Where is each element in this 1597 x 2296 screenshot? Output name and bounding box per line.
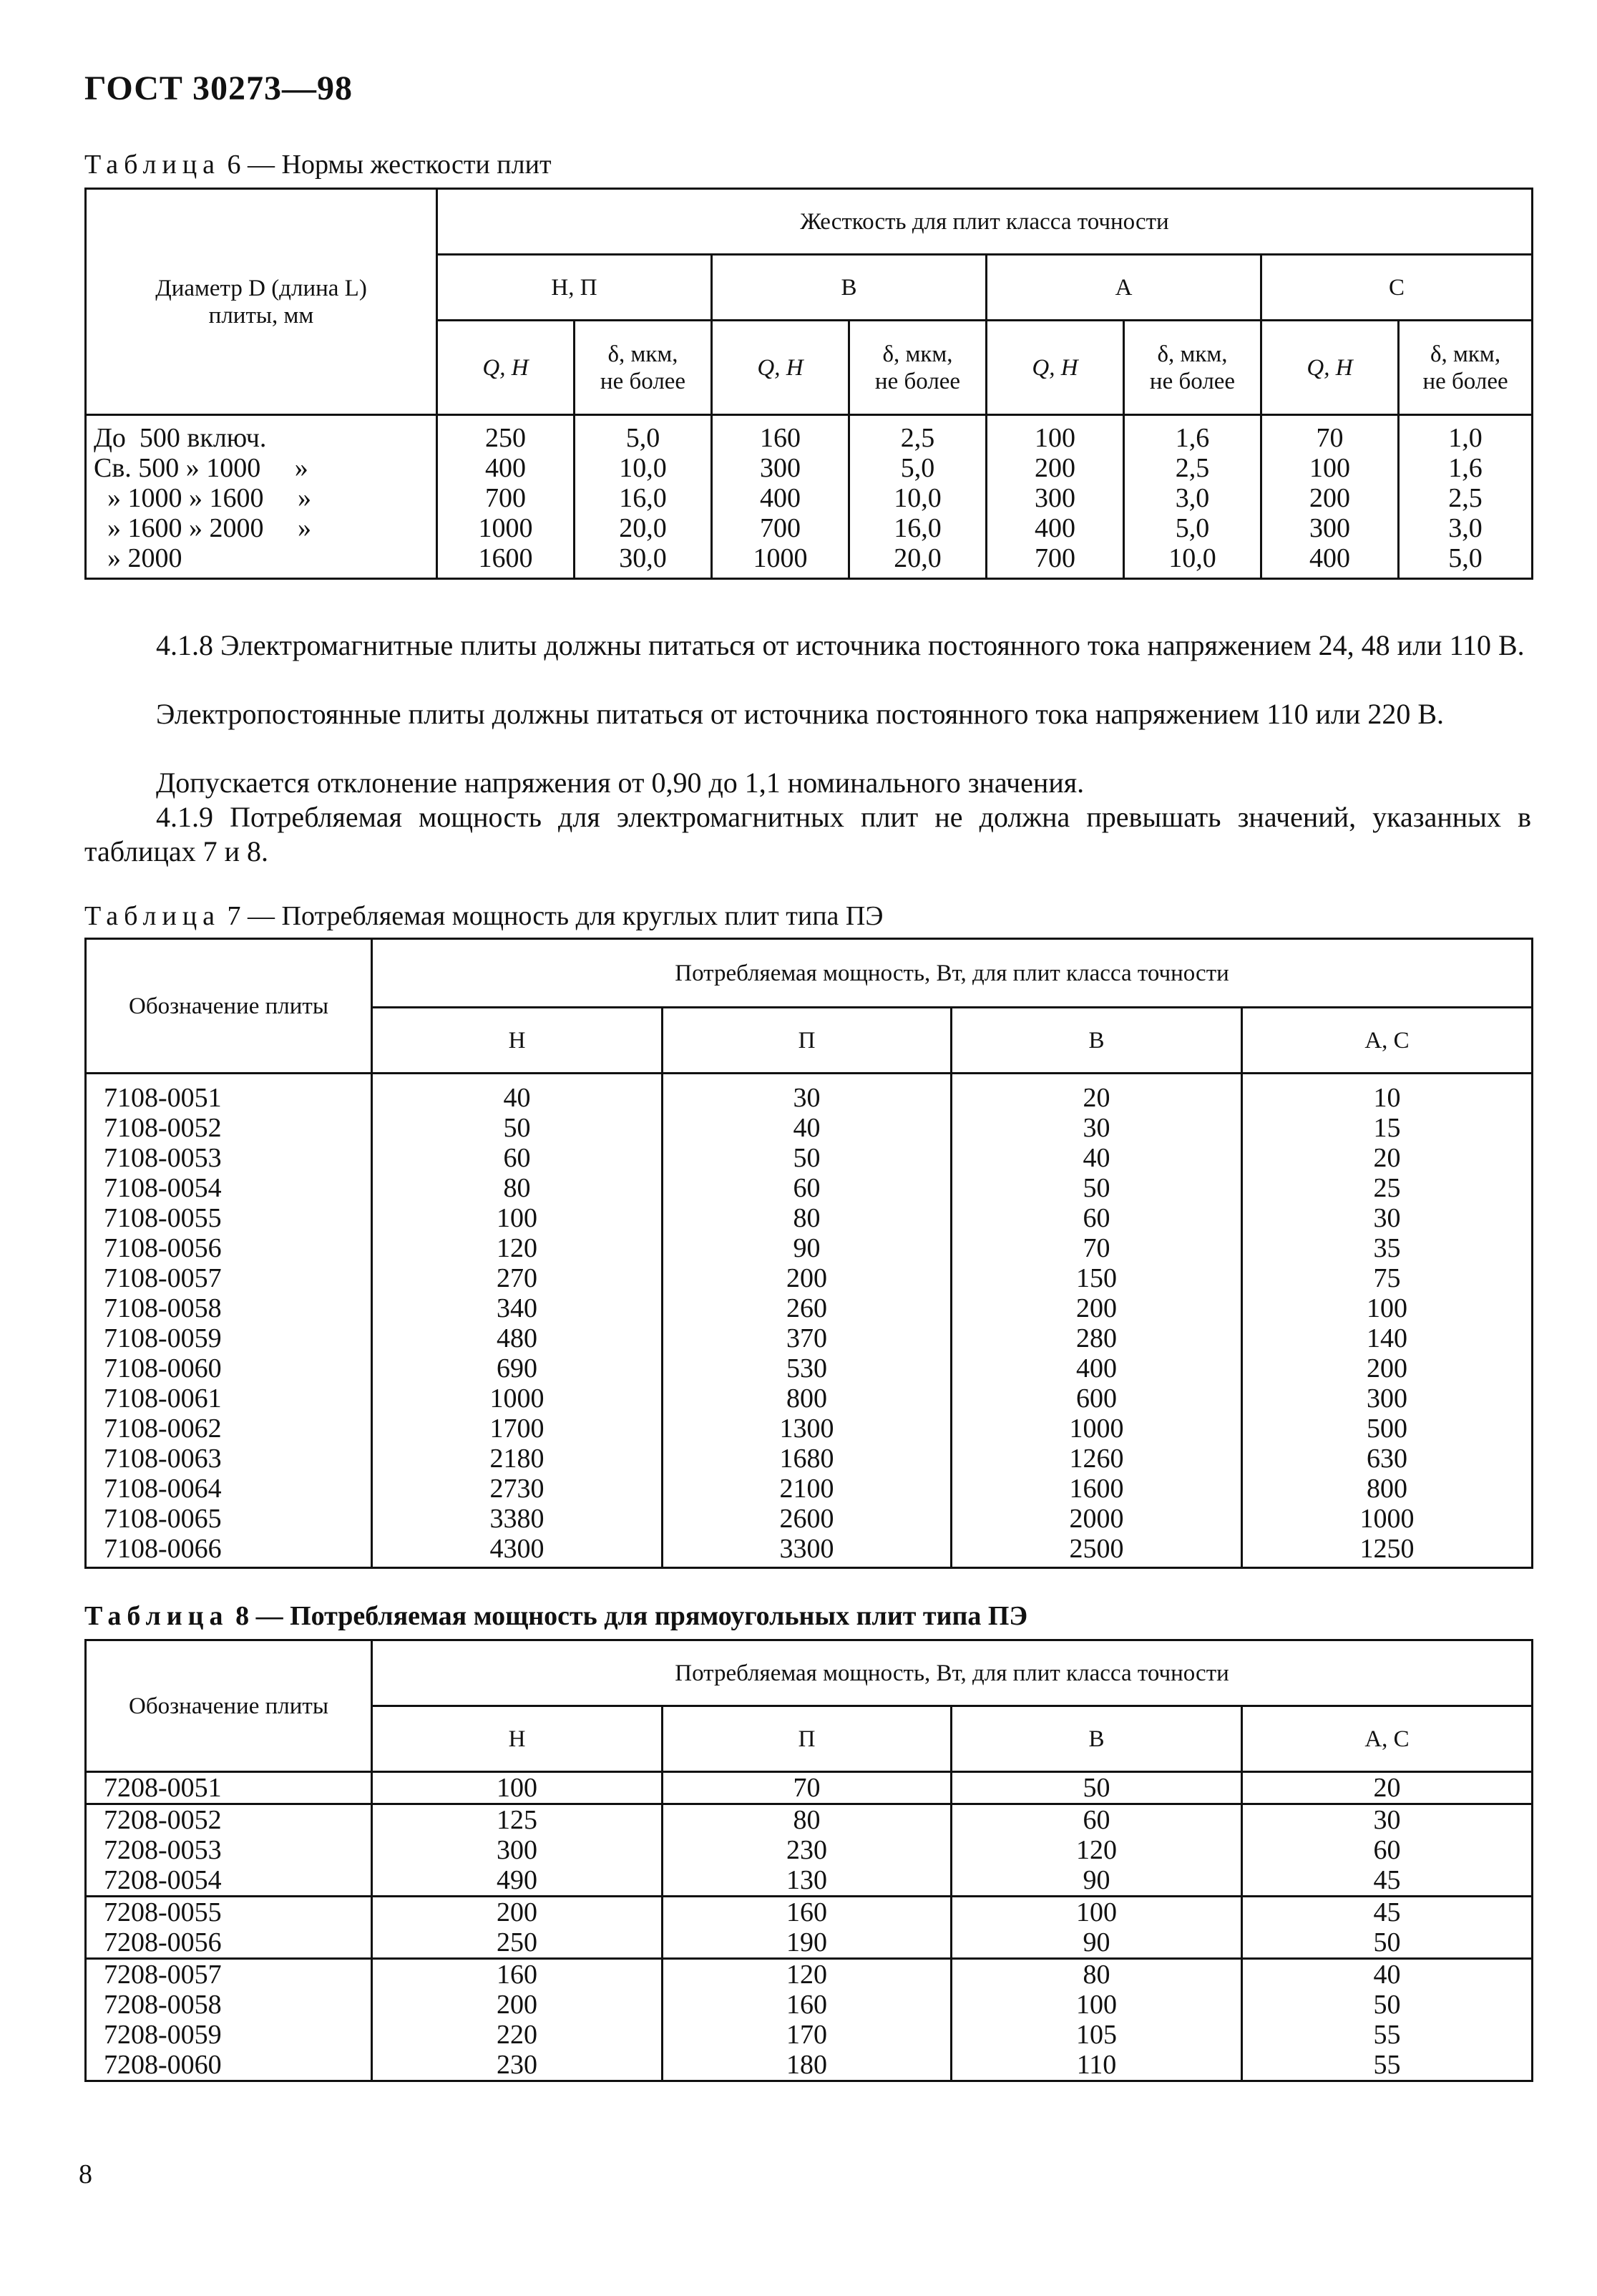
t8-power-cell: 190: [663, 1927, 952, 1959]
t7-power-cell: 1680: [663, 1444, 952, 1474]
t8-power-cell: 90: [952, 1865, 1242, 1897]
table-row: [86, 1173, 1533, 1203]
t6-q-header: Q, H: [1261, 321, 1399, 415]
t7-power-cell: 40: [372, 1074, 663, 1114]
t6-delta-cell: 3,0: [1399, 513, 1533, 543]
t6-q-cell: 300: [712, 453, 849, 483]
t7-power-cell: 20: [952, 1074, 1242, 1114]
t8-power-cell: 55: [1242, 2020, 1533, 2050]
table6-caption-text: 6 — Нормы жесткости плит: [220, 150, 552, 180]
t8-power-cell: 160: [663, 1897, 952, 1928]
t8-power-cell: 20: [1242, 1772, 1533, 1804]
t6-delta-cell: 16,0: [575, 483, 712, 513]
table-row: [86, 1865, 1533, 1897]
t8-power-cell: 110: [952, 2050, 1242, 2081]
t7-power-cell: 690: [372, 1353, 663, 1383]
table-row: [86, 1504, 1533, 1534]
t6-delta-cell: 20,0: [849, 543, 987, 579]
t6-delta-cell: 2,5: [1124, 453, 1261, 483]
t6-q-cell: 700: [712, 513, 849, 543]
table-row: [86, 453, 1533, 483]
t6-delta-cell: 5,0: [849, 453, 987, 483]
t8-power-cell: 45: [1242, 1897, 1533, 1928]
t8-class-header: П: [663, 1706, 952, 1772]
t7-power-cell: 3380: [372, 1504, 663, 1534]
t6-delta-cell: 5,0: [1399, 543, 1533, 579]
t7-power-cell: 800: [1242, 1474, 1533, 1504]
table-row: [86, 513, 1533, 543]
t7-designation-cell: 7108-0064: [86, 1474, 372, 1504]
t7-designation-cell: 7108-0066: [86, 1534, 372, 1568]
t6-delta-cell: 1,6: [1124, 415, 1261, 454]
t6-delta-header-line2: не более: [600, 368, 686, 394]
t6-q-header: Q, H: [437, 321, 575, 415]
t7-class-header: Н: [372, 1008, 663, 1074]
t6-q-cell: 400: [1261, 543, 1399, 579]
t6-delta-header-line1: δ, мкм,: [1430, 341, 1501, 367]
table-row: [86, 1990, 1533, 2020]
t7-designation-cell: 7108-0058: [86, 1293, 372, 1323]
table-row: [86, 1383, 1533, 1414]
t6-delta-header-line1: δ, мкм,: [882, 341, 953, 367]
t8-power-cell: 60: [1242, 1835, 1533, 1865]
t7-power-cell: 80: [372, 1173, 663, 1203]
t7-class-header: П: [663, 1008, 952, 1074]
t8-designation-cell: 7208-0052: [86, 1804, 372, 1836]
t7-power-cell: 30: [663, 1074, 952, 1114]
t8-power-cell: 90: [952, 1927, 1242, 1959]
t8-designation-cell: 7208-0051: [86, 1772, 372, 1804]
t6-diameter-cell: До 500 включ.: [86, 415, 437, 454]
table-row: [86, 1772, 1533, 1804]
t6-q-cell: 400: [437, 453, 575, 483]
t6-delta-header: [1399, 321, 1533, 415]
t7-power-cell: 1000: [372, 1383, 663, 1414]
t6-delta-cell: 2,5: [1399, 483, 1533, 513]
t7-designation-cell: 7108-0059: [86, 1323, 372, 1353]
table6-caption: [84, 149, 552, 180]
t7-power-cell: 90: [663, 1233, 952, 1263]
t6-delta-cell: 10,0: [1124, 543, 1261, 579]
table-row: [86, 1353, 1533, 1383]
t7-power-cell: 270: [372, 1263, 663, 1293]
t6-delta-cell: 10,0: [575, 453, 712, 483]
table-row: [86, 2050, 1533, 2081]
t6-diameter-cell: Св. 500 » 1000 »: [86, 453, 437, 483]
t8-power-cell: 250: [372, 1927, 663, 1959]
t7-power-cell: 70: [952, 1233, 1242, 1263]
t6-diameter-header-line2: плиты, мм: [208, 302, 314, 329]
t8-designation-header: Обозначение плиты: [86, 1640, 372, 1772]
t7-power-cell: 2730: [372, 1474, 663, 1504]
t8-power-cell: 100: [952, 1990, 1242, 2020]
t6-q-header: Q, H: [987, 321, 1124, 415]
t7-power-cell: 280: [952, 1323, 1242, 1353]
table-row: [86, 1927, 1533, 1959]
t8-power-cell: 100: [952, 1897, 1242, 1928]
table-row: [86, 2020, 1533, 2050]
table-row: [86, 1959, 1533, 1990]
t7-power-cell: 1700: [372, 1414, 663, 1444]
t7-power-cell: 1000: [952, 1414, 1242, 1444]
paragraph-4-1-9: 4.1.9 Потребляемая мощность для электромагнитных плит не должна превышать значений, указанных в таблицах 7 и 8.: [84, 801, 1531, 867]
table8-caption-text: 8 — Потребляемая мощность для прямоугольных плит типа ПЭ: [228, 1601, 1028, 1631]
t8-class-header: А, С: [1242, 1706, 1533, 1772]
t7-power-cell: 480: [372, 1323, 663, 1353]
t8-power-cell: 220: [372, 2020, 663, 2050]
t8-power-cell: 50: [1242, 1990, 1533, 2020]
t6-delta-cell: 3,0: [1124, 483, 1261, 513]
t8-power-cell: 80: [663, 1804, 952, 1836]
t6-body: [86, 415, 1533, 579]
t8-power-cell: 30: [1242, 1804, 1533, 1836]
t7-power-cell: 40: [952, 1143, 1242, 1173]
t7-power-cell: 2600: [663, 1504, 952, 1534]
document-code: ГОСТ 30273—98: [84, 69, 353, 107]
table-row: [86, 1293, 1533, 1323]
t7-designation-cell: 7108-0054: [86, 1173, 372, 1203]
t8-class-header: В: [952, 1706, 1242, 1772]
table-row: [86, 543, 1533, 579]
t6-diameter-header-line1: Диаметр D (длина L): [155, 275, 367, 301]
t6-q-cell: 100: [1261, 453, 1399, 483]
table-row: [86, 1804, 1533, 1836]
t7-designation-cell: 7108-0052: [86, 1113, 372, 1143]
t8-designation-cell: 7208-0058: [86, 1990, 372, 2020]
t6-q-cell: 300: [1261, 513, 1399, 543]
t7-designation-cell: 7108-0060: [86, 1353, 372, 1383]
t8-power-cell: 60: [952, 1804, 1242, 1836]
t6-q-header: Q, H: [712, 321, 849, 415]
table7-caption-word: Таблица: [84, 901, 221, 931]
t6-q-cell: 200: [1261, 483, 1399, 513]
t8-power-cell: 80: [952, 1959, 1242, 1990]
t6-delta-cell: 5,0: [1124, 513, 1261, 543]
t7-power-cell: 150: [952, 1263, 1242, 1293]
t7-power-cell: 200: [663, 1263, 952, 1293]
t7-class-header: А, С: [1242, 1008, 1533, 1074]
t6-q-cell: 1600: [437, 543, 575, 579]
t8-power-cell: 50: [952, 1772, 1242, 1804]
t8-power-cell: 230: [663, 1835, 952, 1865]
t8-designation-cell: 7208-0059: [86, 2020, 372, 2050]
table-row: [86, 1263, 1533, 1293]
t8-power-cell: 100: [372, 1772, 663, 1804]
t7-designation-cell: 7108-0051: [86, 1074, 372, 1114]
t8-body: [86, 1772, 1533, 2081]
table7-caption: [84, 900, 883, 932]
t7-power-cell: 630: [1242, 1444, 1533, 1474]
t7-power-cell: 400: [952, 1353, 1242, 1383]
t8-designation-cell: 7208-0056: [86, 1927, 372, 1959]
t6-q-cell: 1000: [437, 513, 575, 543]
t6-delta-header-line1: δ, мкм,: [1157, 341, 1228, 367]
t6-delta-header-line2: не более: [1422, 368, 1508, 394]
t8-designation-cell: 7208-0054: [86, 1865, 372, 1897]
t6-class-header: С: [1261, 255, 1533, 321]
t7-power-cell: 60: [663, 1173, 952, 1203]
t7-power-cell: 2180: [372, 1444, 663, 1474]
t7-power-cell: 2100: [663, 1474, 952, 1504]
t7-designation-cell: 7108-0061: [86, 1383, 372, 1414]
t7-power-cell: 370: [663, 1323, 952, 1353]
table-row: [86, 1233, 1533, 1263]
t8-power-cell: 170: [663, 2020, 952, 2050]
table-row: [86, 1897, 1533, 1928]
t7-power-cell: 50: [952, 1173, 1242, 1203]
t6-delta-cell: 1,0: [1399, 415, 1533, 454]
table-row: [86, 415, 1533, 454]
table-row: [86, 1143, 1533, 1173]
t7-designation-cell: 7108-0055: [86, 1203, 372, 1233]
t6-q-cell: 160: [712, 415, 849, 454]
t6-delta-cell: 20,0: [575, 513, 712, 543]
t6-delta-header-line2: не более: [1149, 368, 1236, 394]
t6-group-header: Жесткость для плит класса точности: [437, 189, 1533, 255]
table6-caption-word: Таблица: [84, 150, 221, 180]
t8-designation-cell: 7208-0060: [86, 2050, 372, 2081]
t6-delta-cell: 16,0: [849, 513, 987, 543]
t7-designation-cell: 7108-0062: [86, 1414, 372, 1444]
paragraph-voltage-deviation: Допускается отклонение напряжения от 0,90 до 1,1 номинального значения.: [156, 767, 1085, 799]
t7-power-cell: 25: [1242, 1173, 1533, 1203]
paragraph-4-1-8: 4.1.8 Электромагнитные плиты должны питаться от источника постоянного тока напряжением 24, 48 или 110 В.: [156, 629, 1525, 661]
t8-power-cell: 70: [663, 1772, 952, 1804]
table-row: [86, 1113, 1533, 1143]
t7-class-header: В: [952, 1008, 1242, 1074]
t8-power-cell: 45: [1242, 1865, 1533, 1897]
t8-power-cell: 160: [372, 1959, 663, 1990]
t7-power-cell: 260: [663, 1293, 952, 1323]
t6-delta-cell: 30,0: [575, 543, 712, 579]
t6-delta-cell: 10,0: [849, 483, 987, 513]
t7-power-cell: 50: [372, 1113, 663, 1143]
t6-q-cell: 300: [987, 483, 1124, 513]
t6-q-cell: 700: [437, 483, 575, 513]
t8-power-cell: 180: [663, 2050, 952, 2081]
t7-power-cell: 60: [952, 1203, 1242, 1233]
t7-power-cell: 75: [1242, 1263, 1533, 1293]
t7-power-cell: 1600: [952, 1474, 1242, 1504]
t7-power-cell: 15: [1242, 1113, 1533, 1143]
t6-diameter-header: [86, 189, 437, 415]
t8-power-cell: 490: [372, 1865, 663, 1897]
table8-caption-word: Таблица: [84, 1601, 229, 1631]
t7-power-cell: 800: [663, 1383, 952, 1414]
t8-power-cell: 200: [372, 1897, 663, 1928]
t8-power-cell: 50: [1242, 1927, 1533, 1959]
page-number: 8: [79, 2159, 92, 2189]
t6-delta-header: [575, 321, 712, 415]
t6-class-header: А: [987, 255, 1261, 321]
t7-power-cell: 10: [1242, 1074, 1533, 1114]
t7-power-cell: 2500: [952, 1534, 1242, 1568]
t8-power-cell: 105: [952, 2020, 1242, 2050]
t6-q-cell: 400: [987, 513, 1124, 543]
t7-designation-cell: 7108-0065: [86, 1504, 372, 1534]
t7-designation-header: Обозначение плиты: [86, 939, 372, 1074]
t7-power-cell: 1300: [663, 1414, 952, 1444]
t7-power-cell: 140: [1242, 1323, 1533, 1353]
t7-power-cell: 1260: [952, 1444, 1242, 1474]
t7-body: [86, 1074, 1533, 1568]
t7-power-cell: 1250: [1242, 1534, 1533, 1568]
t6-q-cell: 250: [437, 415, 575, 454]
t7-power-cell: 30: [1242, 1203, 1533, 1233]
t8-power-cell: 40: [1242, 1959, 1533, 1990]
t7-designation-cell: 7108-0053: [86, 1143, 372, 1173]
t8-power-cell: 120: [663, 1959, 952, 1990]
t8-power-cell: 200: [372, 1990, 663, 2020]
paragraph-electropermanent: Электропостоянные плиты должны питаться от источника постоянного тока напряжением 110 или 220 В.: [156, 698, 1445, 730]
table-row: [86, 483, 1533, 513]
t7-power-cell: 4300: [372, 1534, 663, 1568]
t8-power-cell: 160: [663, 1990, 952, 2020]
t6-class-header: В: [712, 255, 987, 321]
t6-q-cell: 200: [987, 453, 1124, 483]
table-row: [86, 1835, 1533, 1865]
t7-designation-cell: 7108-0057: [86, 1263, 372, 1293]
t7-power-cell: 300: [1242, 1383, 1533, 1414]
t6-class-header: Н, П: [437, 255, 712, 321]
t6-delta-header-line1: δ, мкм,: [607, 341, 678, 367]
t6-q-cell: 400: [712, 483, 849, 513]
table-row: [86, 1444, 1533, 1474]
table-row: [86, 1414, 1533, 1444]
table-row: [86, 1203, 1533, 1233]
t6-delta-header-line2: не более: [874, 368, 961, 394]
t8-power-cell: 55: [1242, 2050, 1533, 2081]
t7-power-cell: 600: [952, 1383, 1242, 1414]
t7-power-cell: 35: [1242, 1233, 1533, 1263]
t6-delta-cell: 1,6: [1399, 453, 1533, 483]
t7-group-header: Потребляемая мощность, Вт, для плит класса точности: [372, 939, 1533, 1008]
t7-designation-cell: 7108-0063: [86, 1444, 372, 1474]
t8-designation-cell: 7208-0053: [86, 1835, 372, 1865]
t6-diameter-cell: » 1000 » 1600 »: [86, 483, 437, 513]
t6-delta-cell: 2,5: [849, 415, 987, 454]
t8-designation-cell: 7208-0057: [86, 1959, 372, 1990]
t7-power-cell: 20: [1242, 1143, 1533, 1173]
t7-power-cell: 530: [663, 1353, 952, 1383]
t6-q-cell: 70: [1261, 415, 1399, 454]
t7-power-cell: 40: [663, 1113, 952, 1143]
t7-power-cell: 200: [952, 1293, 1242, 1323]
t8-group-header: Потребляемая мощность, Вт, для плит класса точности: [372, 1640, 1533, 1706]
t8-power-cell: 230: [372, 2050, 663, 2081]
table7-power-round: [84, 938, 1533, 1569]
t6-q-cell: 100: [987, 415, 1124, 454]
table-row: [86, 1534, 1533, 1568]
t7-power-cell: 80: [663, 1203, 952, 1233]
t6-delta-cell: 5,0: [575, 415, 712, 454]
table8-caption: [84, 1600, 1027, 1632]
t7-power-cell: 100: [1242, 1293, 1533, 1323]
t6-delta-header: [849, 321, 987, 415]
t8-power-cell: 125: [372, 1804, 663, 1836]
table-row: [86, 1074, 1533, 1114]
table8-power-rectangular: [84, 1639, 1533, 2082]
t6-diameter-cell: » 1600 » 2000 »: [86, 513, 437, 543]
t8-power-cell: 130: [663, 1865, 952, 1897]
table-row: [86, 1323, 1533, 1353]
t7-power-cell: 340: [372, 1293, 663, 1323]
t7-power-cell: 2000: [952, 1504, 1242, 1534]
t7-power-cell: 3300: [663, 1534, 952, 1568]
t6-diameter-cell: » 2000: [86, 543, 437, 579]
t7-power-cell: 100: [372, 1203, 663, 1233]
t8-power-cell: 300: [372, 1835, 663, 1865]
t8-power-cell: 120: [952, 1835, 1242, 1865]
t7-power-cell: 120: [372, 1233, 663, 1263]
t7-power-cell: 200: [1242, 1353, 1533, 1383]
t7-power-cell: 500: [1242, 1414, 1533, 1444]
t7-power-cell: 60: [372, 1143, 663, 1173]
table-row: [86, 1474, 1533, 1504]
t7-power-cell: 50: [663, 1143, 952, 1173]
t6-delta-header: [1124, 321, 1261, 415]
t8-designation-cell: 7208-0055: [86, 1897, 372, 1928]
table6-stiffness: [84, 188, 1533, 580]
table7-caption-text: 7 — Потребляемая мощность для круглых плит типа ПЭ: [220, 901, 884, 931]
t6-q-cell: 700: [987, 543, 1124, 579]
t7-power-cell: 1000: [1242, 1504, 1533, 1534]
t7-designation-cell: 7108-0056: [86, 1233, 372, 1263]
t6-q-cell: 1000: [712, 543, 849, 579]
t8-class-header: Н: [372, 1706, 663, 1772]
t7-power-cell: 30: [952, 1113, 1242, 1143]
